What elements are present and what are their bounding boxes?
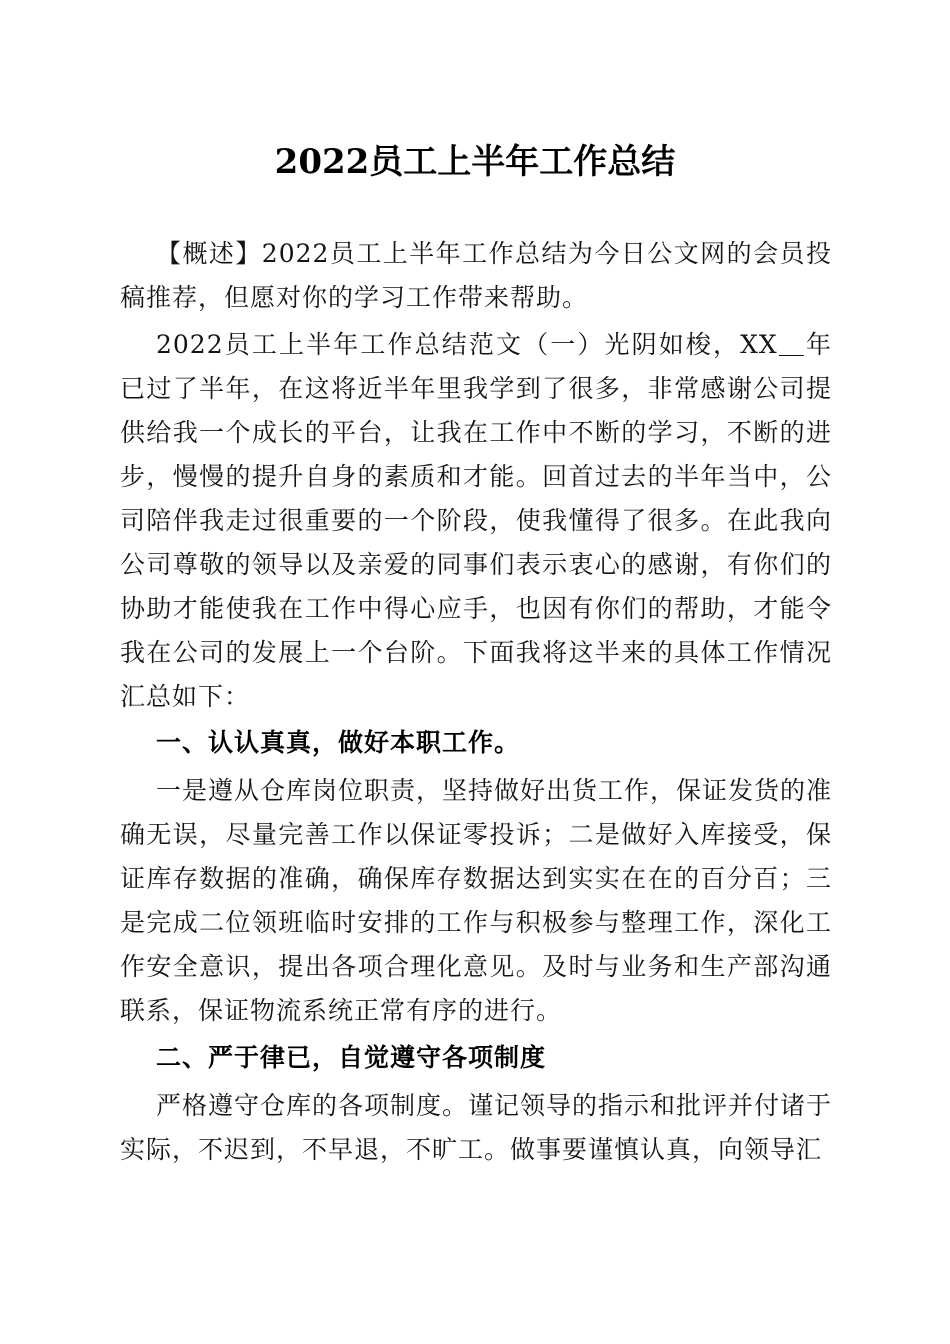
- intro-paragraph: 2022员工上半年工作总结范文（一）光阴如梭，XX＿年已过了半年，在这将近半年里我学到了很多，非常感谢公司提供给我一个成长的平台，让我在工作中不断的学习，不断的进步，慢慢的提升自身的素质和才能。回首过去的半年当中，公司陪伴我走过很重要的一个阶段，使我懂得了很多。在此我向公司尊敬的领导以及亲爱的同事们表示衷心的感谢，有你们的协助才能使我在工作中得心应手，也因有你们的帮助，才能令我在公司的发展上一个台阶。下面我将这半来的具体工作情况汇总如下：: [120, 329, 832, 711]
- summary-paragraph: 【概述】2022员工上半年工作总结为今日公文网的会员投稿推荐，但愿对你的学习工作带来帮助。: [120, 239, 832, 312]
- section-1-paragraph: 一是遵从仓库岗位职责，坚持做好出货工作，保证发货的准确无误，尽量完善工作以保证零投诉；二是做好入库接受，保证库存数据的准确，确保库存数据达到实实在在的百分百；三是完成二位领班临时安排的工作与积极参与整理工作，深化工作安全意识，提出各项合理化意见。及时与业务和生产部沟通联系，保证物流系统正常有序的进行。: [120, 776, 833, 1025]
- section-2-paragraph: 严格遵守仓库的各项制度。谨记领导的指示和批评并付诸于实际，不迟到，不早退，不旷工。做事要谨慎认真，向领导汇: [120, 1090, 833, 1164]
- section-heading-1: 一、认认真真，做好本职工作。: [156, 728, 521, 757]
- document-title: 2022员工上半年工作总结: [274, 142, 676, 182]
- section-heading-2: 二、严于律已，自觉遵守各项制度: [156, 1042, 547, 1072]
- document-body: [120, 232, 832, 1174]
